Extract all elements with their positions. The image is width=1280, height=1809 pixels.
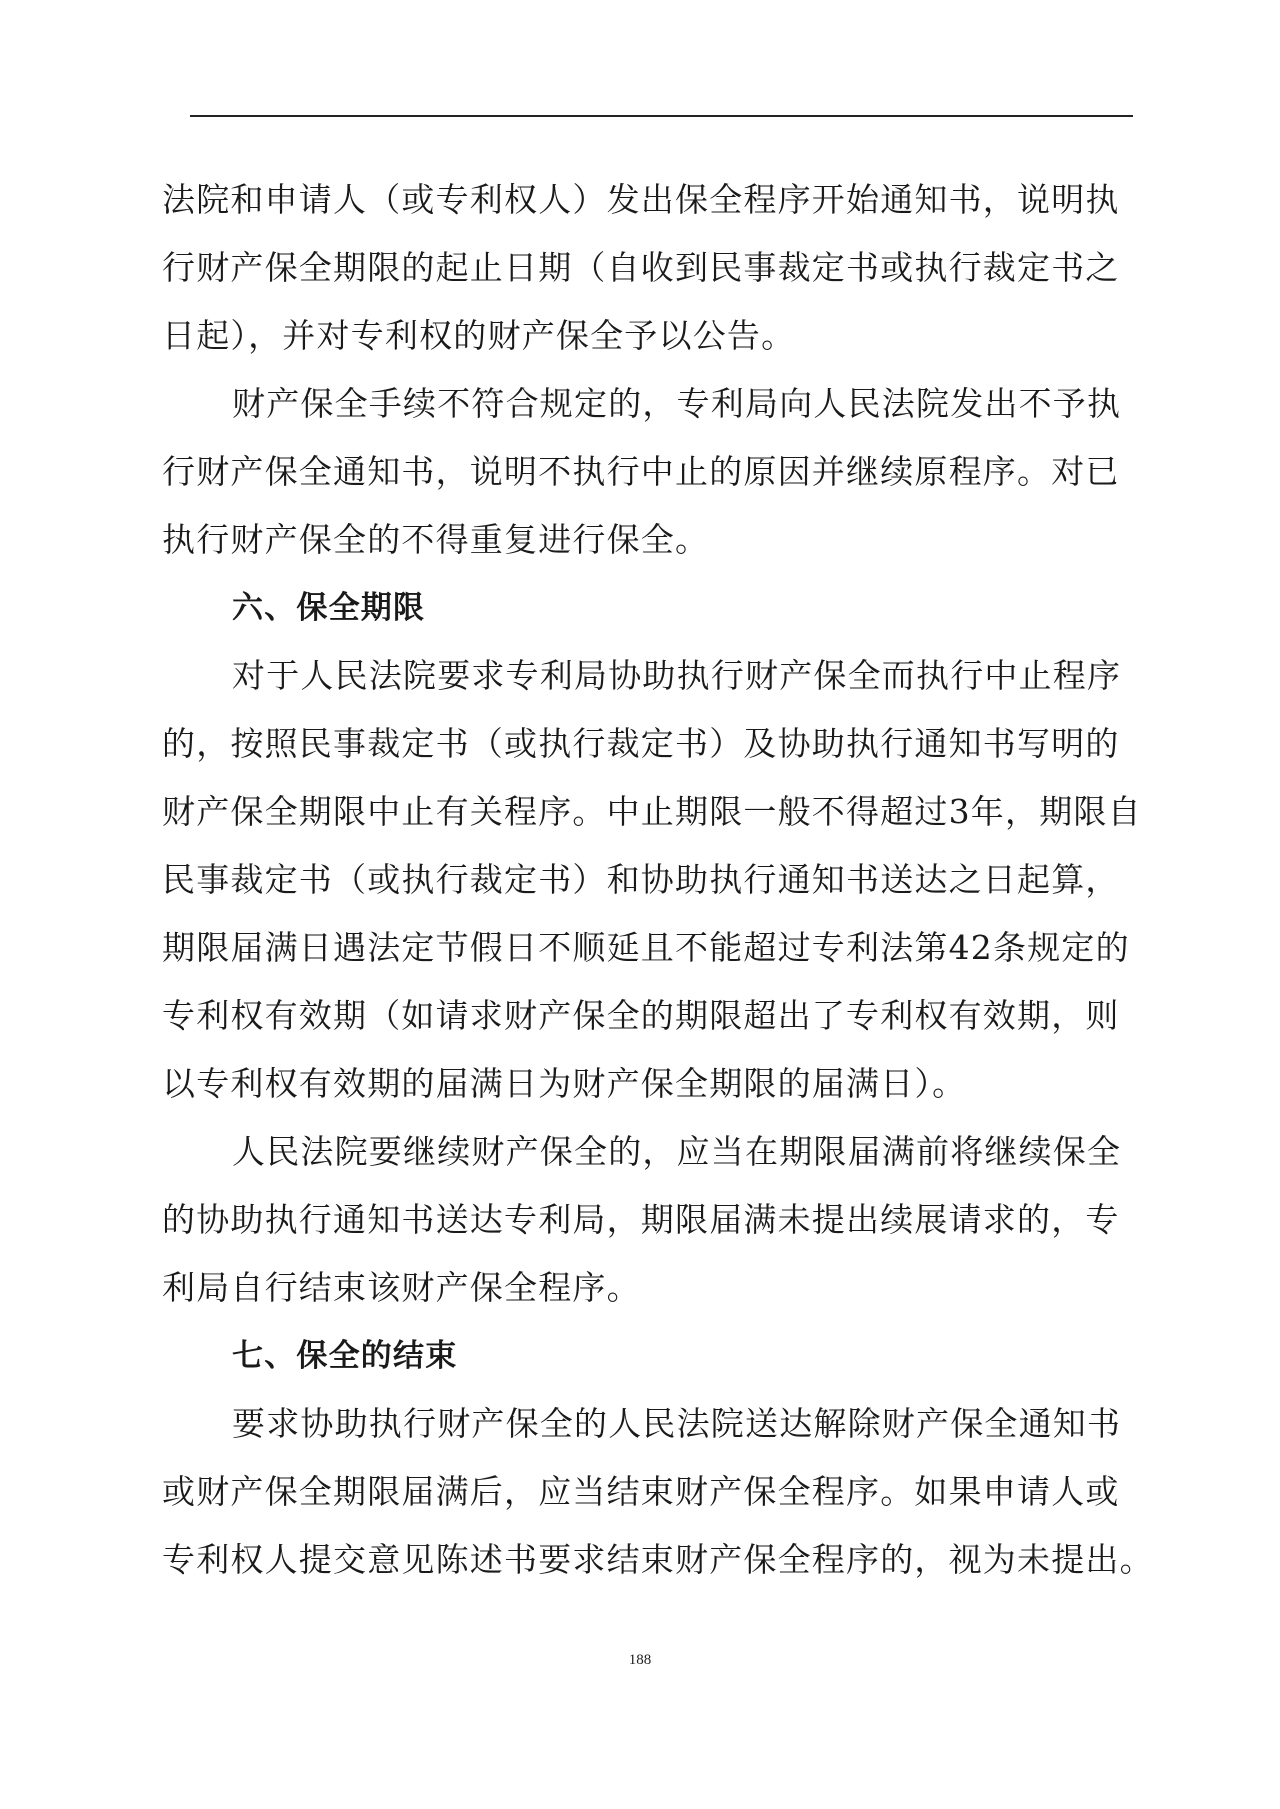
paragraph-line: 行财产保全通知书，说明不执行中止的原因并继续原程序。对已: [162, 452, 1120, 491]
page-number: 188: [628, 1652, 652, 1668]
paragraph-line: 期限届满日遇法定节假日不顺延且不能超过专利法第42条规定的: [162, 928, 1130, 967]
paragraph-line: 人民法院要继续财产保全的，应当在期限届满前将继续保全: [232, 1132, 1122, 1171]
paragraph-line: 的协助执行通知书送达专利局，期限届满未提出续展请求的，专: [162, 1200, 1120, 1239]
paragraph-line: 以专利权有效期的届满日为财产保全期限的届满日）。: [162, 1064, 967, 1103]
paragraph-line: 对于人民法院要求专利局协助执行财产保全而执行中止程序: [232, 656, 1122, 695]
paragraph-line: 行财产保全期限的起止日期（自收到民事裁定书或执行裁定书之: [162, 248, 1120, 287]
paragraph-line: 专利权人提交意见陈述书要求结束财产保全程序的，视为未提出。: [162, 1540, 1154, 1579]
paragraph-line: 财产保全手续不符合规定的，专利局向人民法院发出不予执: [232, 384, 1122, 423]
document-body: [162, 166, 1152, 1594]
section-heading: 六、保全期限: [232, 590, 426, 626]
paragraph-line: 的，按照民事裁定书（或执行裁定书）及协助执行通知书写明的: [162, 724, 1120, 763]
paragraph-line: 执行财产保全的不得重复进行保全。: [162, 520, 710, 559]
paragraph-line: 或财产保全期限届满后，应当结束财产保全程序。如果申请人或: [162, 1472, 1120, 1511]
header-rule: [190, 115, 1133, 117]
paragraph-line: 法院和申请人（或专利权人）发出保全程序开始通知书，说明执: [162, 180, 1120, 219]
paragraph-line: 财产保全期限中止有关程序。中止期限一般不得超过3年，期限自: [162, 792, 1142, 831]
paragraph-line: 利局自行结束该财产保全程序。: [162, 1268, 641, 1307]
paragraph-line: 要求协助执行财产保全的人民法院送达解除财产保全通知书: [232, 1404, 1122, 1443]
paragraph-line: 民事裁定书（或执行裁定书）和协助执行通知书送达之日起算，: [162, 860, 1120, 899]
paragraph-line: 专利权有效期（如请求财产保全的期限超出了专利权有效期，则: [162, 996, 1120, 1035]
section-heading: 七、保全的结束: [232, 1338, 458, 1374]
paragraph-line: 日起），并对专利权的财产保全予以公告。: [162, 316, 796, 355]
